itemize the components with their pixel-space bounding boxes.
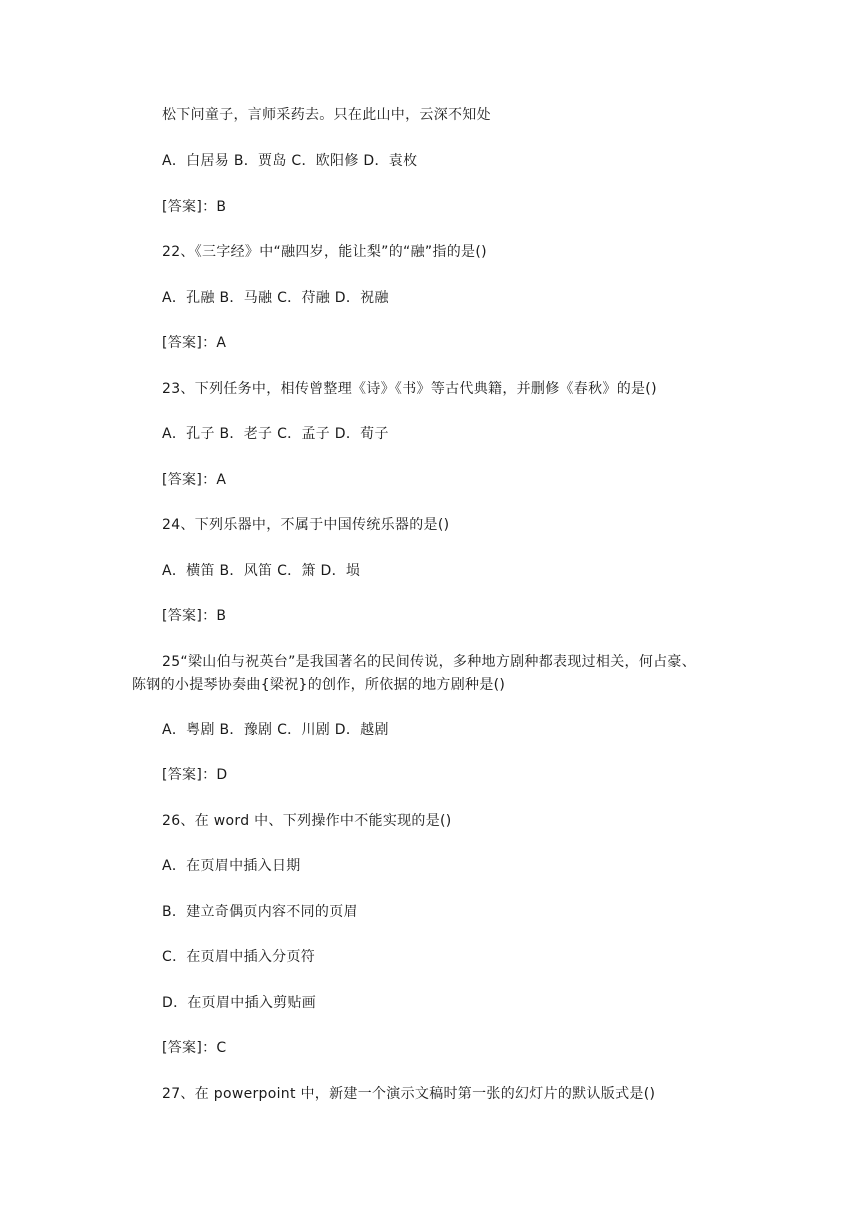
question-26-option-a: A．在页眉中插入日期: [162, 858, 301, 874]
question-21-options: A．白居易 B．贾岛 C．欧阳修 D．袁枚: [162, 153, 418, 169]
question-24-options: A．横笛 B．风笛 C．箫 D．埙: [162, 563, 361, 579]
question-25-text-line1: 25“梁山伯与祝英台”是我国著名的民间传说，多种地方剧种都表现过相关，何占豪、: [162, 654, 697, 670]
question-21-text: 松下问童子，言师采药去。只在此山中，云深不知处: [162, 107, 491, 123]
question-25-answer: [答案]：D: [162, 767, 228, 783]
question-24-answer: [答案]：B: [162, 608, 227, 624]
question-22-text: 22、《三字经》中“融四岁，能让梨”的“融”指的是(): [162, 244, 487, 260]
question-22-answer: [答案]：A: [162, 335, 227, 351]
question-25-text-line2: 陈钢的小提琴协奏曲{梁祝}的创作，所依据的地方剧种是(): [132, 677, 506, 693]
question-26-option-d: D．在页眉中插入剪贴画: [162, 995, 317, 1011]
question-21-answer: [答案]：B: [162, 199, 227, 215]
question-26-option-b: B．建立奇偶页内容不同的页眉: [162, 904, 358, 920]
question-26-answer: [答案]：C: [162, 1040, 227, 1056]
question-26-text: 26、在 word 中、下列操作中不能实现的是(): [162, 813, 452, 829]
question-24-text: 24、下列乐器中，不属于中国传统乐器的是(): [162, 517, 450, 533]
question-27-text: 27、在 powerpoint 中，新建一个演示文稿时第一张的幻灯片的默认版式是(): [162, 1086, 656, 1102]
question-22-options: A．孔融 B．马融 C．苻融 D．祝融: [162, 290, 389, 306]
question-26-option-c: C．在页眉中插入分页符: [162, 949, 316, 965]
question-25-options: A．粤剧 B．豫剧 C．川剧 D．越剧: [162, 722, 389, 738]
question-23-text: 23、下列任务中，相传曾整理《诗》《书》等古代典籍，并删修《春秋》的是(): [162, 381, 657, 397]
question-23-options: A．孔子 B．老子 C．孟子 D．荀子: [162, 426, 389, 442]
question-23-answer: [答案]：A: [162, 472, 227, 488]
